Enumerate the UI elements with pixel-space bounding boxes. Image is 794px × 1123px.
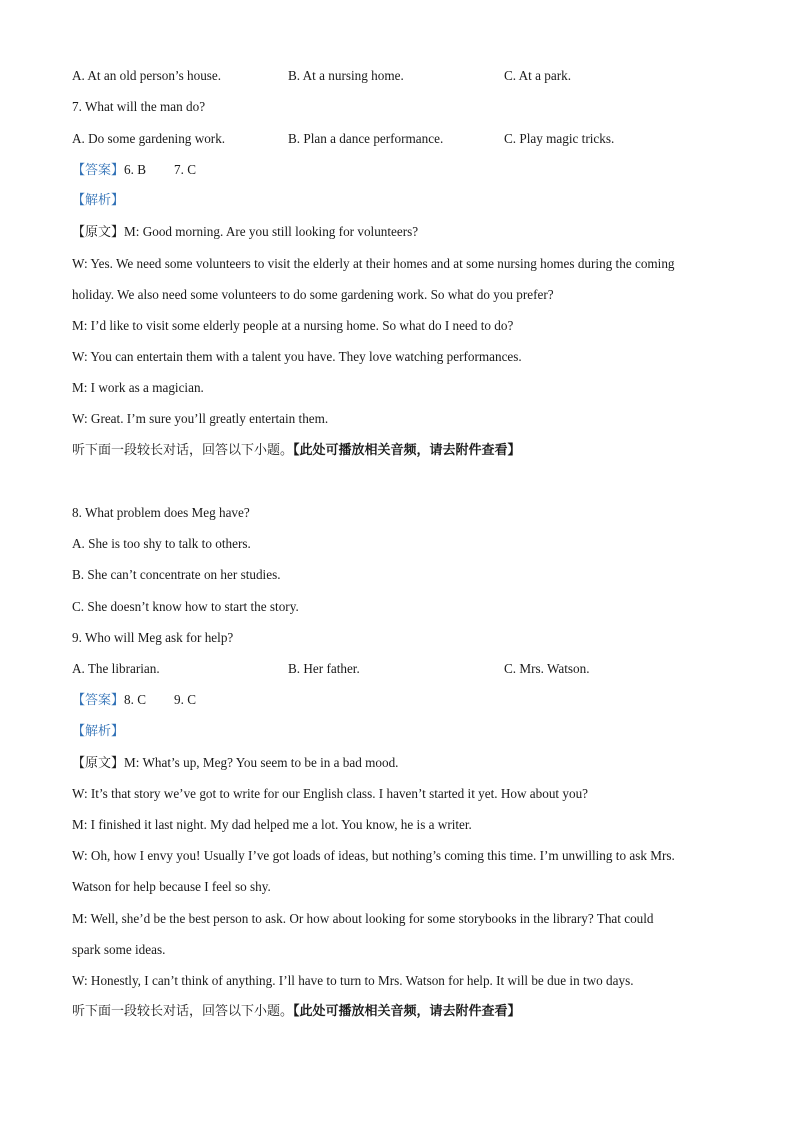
q9-question: 9. Who will Meg ask for help? bbox=[72, 630, 234, 645]
answer-7: 7. C bbox=[174, 162, 196, 177]
q8-option-a: A. She is too shy to talk to others. bbox=[72, 536, 251, 551]
answer-tag: 【答案】 bbox=[72, 693, 125, 708]
transcript-tag-1: 【原文】 bbox=[72, 225, 125, 240]
q7-question: 7. What will the man do? bbox=[72, 99, 206, 114]
q6-option-c: C. At a park. bbox=[504, 68, 572, 83]
q7-option-a: A. Do some gardening work. bbox=[72, 131, 226, 146]
transcript-2-line-7: spark some ideas. bbox=[72, 942, 166, 957]
listening-instruction-1 bbox=[72, 443, 521, 459]
transcript-1-line-1 bbox=[72, 224, 418, 241]
answer-8: 8. C bbox=[124, 692, 146, 707]
q9-option-b: B. Her father. bbox=[288, 661, 360, 676]
transcript-2-line-6: M: Well, she’d be the best person to ask. Or how about looking for some storybooks in the library? That could bbox=[72, 911, 654, 926]
transcript-2-line-5: Watson for help because I feel so shy. bbox=[72, 879, 271, 894]
transcript-2-line-4: W: Oh, how I envy you! Usually I’ve got loads of ideas, but nothing’s coming this time. I’m unwilling to ask Mrs. bbox=[72, 848, 675, 863]
instruction-2-text: 听下面一段较长对话，回答以下小题。 bbox=[72, 1004, 294, 1019]
answer-6: 6. B bbox=[124, 162, 146, 177]
transcript-2-text-1: M: What’s up, Meg? You seem to be in a bad mood. bbox=[124, 755, 399, 770]
instruction-1-text: 听下面一段较长对话，回答以下小题。 bbox=[72, 443, 294, 458]
q8-question: 8. What problem does Meg have? bbox=[72, 505, 250, 520]
listening-instruction-2 bbox=[72, 1004, 521, 1020]
analysis-tag-1: 【解析】 bbox=[72, 193, 125, 208]
transcript-1-line-5: W: You can entertain them with a talent you have. They love watching performances. bbox=[72, 349, 522, 364]
transcript-2-line-8: W: Honestly, I can’t think of anything. I’ll have to turn to Mrs. Watson for help. It will be due in two days. bbox=[72, 973, 634, 988]
q8-option-c: C. She doesn’t know how to start the story. bbox=[72, 599, 299, 614]
answer-row-1 bbox=[72, 162, 196, 179]
transcript-tag-2: 【原文】 bbox=[72, 756, 125, 771]
audio-note-1: 【此处可播放相关音频，请去附件查看】 bbox=[293, 443, 521, 458]
answer-row-2 bbox=[72, 692, 196, 709]
q6-option-b: B. At a nursing home. bbox=[288, 68, 404, 83]
transcript-2-line-2: W: It’s that story we’ve got to write for our English class. I haven’t started it yet. How about you? bbox=[72, 786, 589, 801]
q9-option-a: A. The librarian. bbox=[72, 661, 160, 676]
q6-option-a: A. At an old person’s house. bbox=[72, 68, 222, 83]
transcript-1-line-2: W: Yes. We need some volunteers to visit the elderly at their homes and at some nursing homes during the coming bbox=[72, 256, 675, 271]
analysis-tag-2: 【解析】 bbox=[72, 724, 125, 739]
transcript-2-line-3: M: I finished it last night. My dad helped me a lot. You know, he is a writer. bbox=[72, 817, 472, 832]
q7-option-b: B. Plan a dance performance. bbox=[288, 131, 444, 146]
transcript-1-line-7: W: Great. I’m sure you’ll greatly entertain them. bbox=[72, 411, 329, 426]
transcript-1-line-6: M: I work as a magician. bbox=[72, 380, 204, 395]
transcript-2-line-1 bbox=[72, 755, 398, 772]
transcript-1-line-4: M: I’d like to visit some elderly people at a nursing home. So what do I need to do? bbox=[72, 318, 514, 333]
answer-tag: 【答案】 bbox=[72, 163, 125, 178]
q9-option-c: C. Mrs. Watson. bbox=[504, 661, 590, 676]
q7-option-c: C. Play magic tricks. bbox=[504, 131, 615, 146]
answer-9: 9. C bbox=[174, 692, 196, 707]
transcript-1-text-1: M: Good morning. Are you still looking for volunteers? bbox=[124, 224, 419, 239]
transcript-1-line-3: holiday. We also need some volunteers to do some gardening work. So what do you prefer? bbox=[72, 287, 554, 302]
audio-note-2: 【此处可播放相关音频，请去附件查看】 bbox=[293, 1004, 521, 1019]
q8-option-b: B. She can’t concentrate on her studies. bbox=[72, 567, 281, 582]
